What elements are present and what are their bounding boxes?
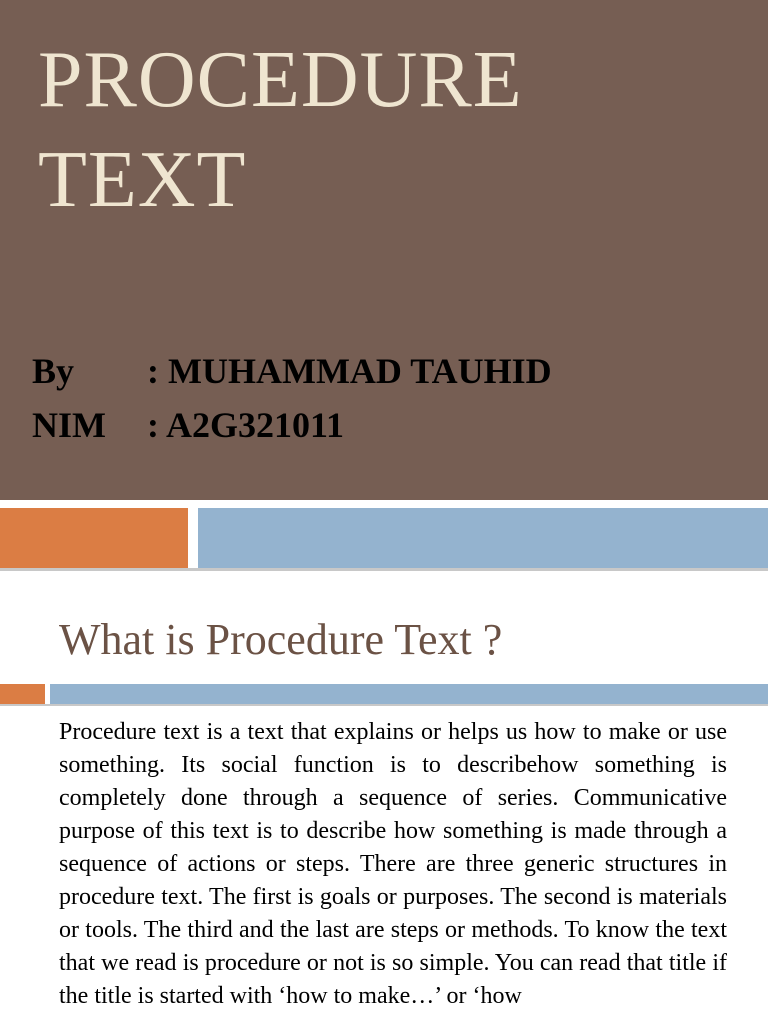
nim-label: NIM xyxy=(32,405,106,445)
orange-header-bar xyxy=(0,684,45,704)
nim-row xyxy=(32,398,552,452)
section-body: Procedure text is a text that explains or helps us how to make or use something. Its social function is to describehow something is completely done through a sequence of series. Communicative purpose of this text is to describe how something is made through a sequence of actions or steps. There are three generic structures in procedure text. The first is goals or purposes. The second is materials or tools. The third and the last are steps or methods. To know the text that we read is procedure or not is so simple. You can read that title if the title is started with ‘how to make…’ or ‘how xyxy=(59,719,727,1009)
author-name: : MUHAMMAD TAUHID xyxy=(147,351,552,391)
slide-title xyxy=(38,30,523,230)
cover-slide xyxy=(0,0,768,500)
title-line-1: PROCEDURE xyxy=(38,36,523,124)
blue-header-bar xyxy=(50,684,768,704)
section-heading: What is Procedure Text ? xyxy=(59,615,503,664)
author-row xyxy=(32,344,552,398)
accent-bar-shadow xyxy=(0,568,768,571)
blue-accent-bar xyxy=(198,508,768,568)
slide-divider xyxy=(0,500,768,508)
orange-accent-bar xyxy=(0,508,188,568)
title-line-2: TEXT xyxy=(38,136,247,224)
nim-value: : A2G321011 xyxy=(147,405,345,445)
author-label: By xyxy=(32,351,75,391)
author-info xyxy=(32,344,552,452)
header-bar-shadow xyxy=(0,704,768,706)
